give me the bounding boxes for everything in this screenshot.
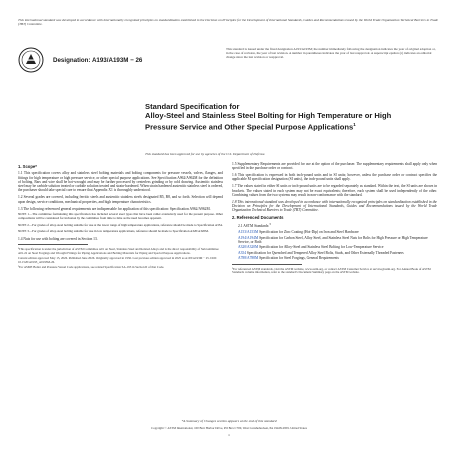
title-line-2 xyxy=(145,111,405,132)
astm-standards-subheading xyxy=(238,222,437,228)
footnote-divider xyxy=(18,244,88,245)
footnote-2: ²For ASME Boiler and Pressure Vessel Code applications, see related Specification SA-193 in Section II of that Code. xyxy=(18,265,165,270)
para-1-7: 1.7 The values stated in either SI units or inch-pound units are to be regarded separately as standard. Within the text, the SI units are shown in brackets. The values stated in each system may not be exact equivalents; therefore, each system shall be used independently of the other. Combining values from the two systems may result in non-conformance with the standard. xyxy=(232,184,437,197)
footnote-3: ³For referenced ASTM standards, visit the ASTM website, www.astm.org, or contact ASTM Customer Service at service@astm.org. For Annual Book of ASTM Standards volume information, refer to the standard's Document Summary page on the ASTM website. xyxy=(232,266,431,275)
reference-link[interactable]: A153/A153M xyxy=(238,230,259,235)
reference-item xyxy=(238,245,437,249)
wto-notice: This international standard was developed in accordance with internationally recognized principles on standardization established in the Decision on Principles for the Development of International Standards, Guides and Recommendations issued by the World Trade Organization Technical Barriers to Trade (TBT) Committee. xyxy=(18,18,438,27)
footnote-1: ¹This specification is under the jurisdiction of ASTM Committee A01 on Steel, Stainless Steel and Related Alloys and is the direct responsibility of Subcommittee A01.22 on Steel Forgings and Wrought Fittings for Piping Applications and Bolting Materials for Piping and Special Purpose Applications. xyxy=(18,247,219,255)
astm-logo-icon xyxy=(18,47,44,73)
astm-standards-footnote-mark: 3 xyxy=(269,222,271,227)
title-line-1: Standard Specification for xyxy=(145,102,240,111)
para-1-1: 1.1 This specification covers alloy and stainless steel bolting materials and bolting components for pressure vessels, valves, flanges, and fittings for high temperature or high pressure service, or other special purpose applications. See Specification A962/A962M for the definition of bolting. Bars and wire shall be hot-wrought and may be further processed by centerless grinding or by cold drawing. Austenitic stainless steel may be carbide solution treated or carbide solution treated and strain-hardened. When strain hardened austenitic stainless steel is ordered, the purchaser should take special care to ensure that Appendix X1 is thoroughly understood. xyxy=(18,171,224,193)
para-1-3: 1.3 The following referenced general requirements are indispensable for application of this specification: Specification A962/A962M. xyxy=(18,206,211,211)
page-number: 1 xyxy=(228,433,230,437)
footnote-divider xyxy=(232,264,302,265)
right-column xyxy=(232,162,437,277)
note-2: NOTE 2—For grades of alloy-steel bolting suitable for use at the lower range of high temperature applications, reference should be made to Specification A354. xyxy=(18,222,223,227)
para-1-5: 1.5 Supplementary Requirements are provided for use at the option of the purchaser. The supplementary requirements shall apply only when specified in the purchase order or contract. xyxy=(232,162,437,171)
para-1-6: 1.6 This specification is expressed in both inch-pound units and in SI units; however, unless the purchase order or contract specifies the applicable M specification designation (SI units), the inch-pound units shall apply. xyxy=(232,173,437,182)
note-3: NOTE 3—For grades of alloy-steel bolting suitable for use in low temperature applications, reference should be made to Specification A320/A320M. xyxy=(18,229,209,234)
reference-item xyxy=(238,256,437,260)
reference-item xyxy=(238,230,437,234)
title-footnote-mark: 1 xyxy=(353,122,356,127)
reference-title: Specification for Steel Forgings, General Requirements xyxy=(259,256,339,261)
reference-link[interactable]: A194/A194M xyxy=(238,235,259,240)
reference-title: Specification for Alloy-Steel and Stainless Steel Bolting for Low-Temperature Service xyxy=(259,245,384,250)
astm-standards-label: 2.1 ASTM Standards: xyxy=(238,224,270,229)
note-1: NOTE 1—The committee formulating this specification has included several steel types that have been rather extensively used for the present purpose. Other compositions will be considered for inclusion by the committee from time to time as the need becomes apparent. xyxy=(18,212,223,221)
scope-heading: 1. Scope* xyxy=(18,164,37,169)
reference-title: Specification for Carbon Steel, Alloy Steel, and Stainless Steel Nuts for Bolts for High Pressure or High Temperature Service, or Both xyxy=(238,235,428,244)
reference-link[interactable]: A354 xyxy=(238,250,246,255)
left-column xyxy=(18,162,223,271)
summary-of-changes-note: *A Summary of Changes section appears at the end of this standard xyxy=(181,419,277,423)
reference-item xyxy=(238,251,437,255)
para-1-2: 1.2 Several grades are covered, including ferritic steels and austenitic stainless steels designated B5, B8, and so forth. Selection will depend upon design, service conditions, mechanical properties, and high temperature characteristics. xyxy=(18,195,223,204)
footnote-1-edition: Current edition approved May 15, 2026. Published June 2026. Originally approved in 1936. Last previous edition approved in 2025 as A193/A193M − 25. DOI: 10.1520/A0193_A0193M-26. xyxy=(18,256,217,264)
para-1-4: 1.4 Nuts for use with bolting are covered in Section 13. xyxy=(18,236,98,241)
title-text: Alloy-Steel and Stainless Steel Bolting for High Temperature or High Pressure Service and Other Special Purpose Applications xyxy=(145,111,392,132)
reference-link[interactable]: A320/A320M xyxy=(238,245,259,250)
document-title xyxy=(145,102,405,132)
referenced-documents-heading: 2. Referenced Documents xyxy=(232,214,284,220)
reference-item xyxy=(238,236,437,245)
standard-note: This standard is issued under the fixed designation A193/A193M; the number immediately following the designation indicates the year of original adoption or, in the case of revision, the year of last revision. A number in parentheses indicates the year of last reapproval. A superscript epsilon (ε) indicates an editorial change since the last revision or reapproval. xyxy=(226,47,436,59)
para-1-8: 1.8 This international standard was developed in accordance with internationally recognized principles on standardization established in the Decision on Principles for the Development of International Standards, Guides and Recommendations issued by the World Trade Organization Technical Barriers to Trade (TBT) Committee. xyxy=(232,199,437,213)
designation: Designation: A193/A193M − 26 xyxy=(53,57,143,64)
reference-title: Specification for Zinc Coating (Hot-Dip) on Iron and Steel Hardware xyxy=(259,230,359,235)
reference-title: Specification for Quenched and Tempered Alloy Steel Bolts, Studs, and Other Externally Threaded Fasteners xyxy=(246,250,404,255)
jurisdiction-note: This standard has been approved for use by agencies of the U.S. Department of Defense. xyxy=(145,152,266,156)
copyright-line: Copyright © ASTM International, 100 Barr Harbor Drive, PO Box C700, West Conshohocken, PA 19428-2959. United States xyxy=(151,426,307,430)
reference-link[interactable]: A788/A788M xyxy=(238,256,259,261)
